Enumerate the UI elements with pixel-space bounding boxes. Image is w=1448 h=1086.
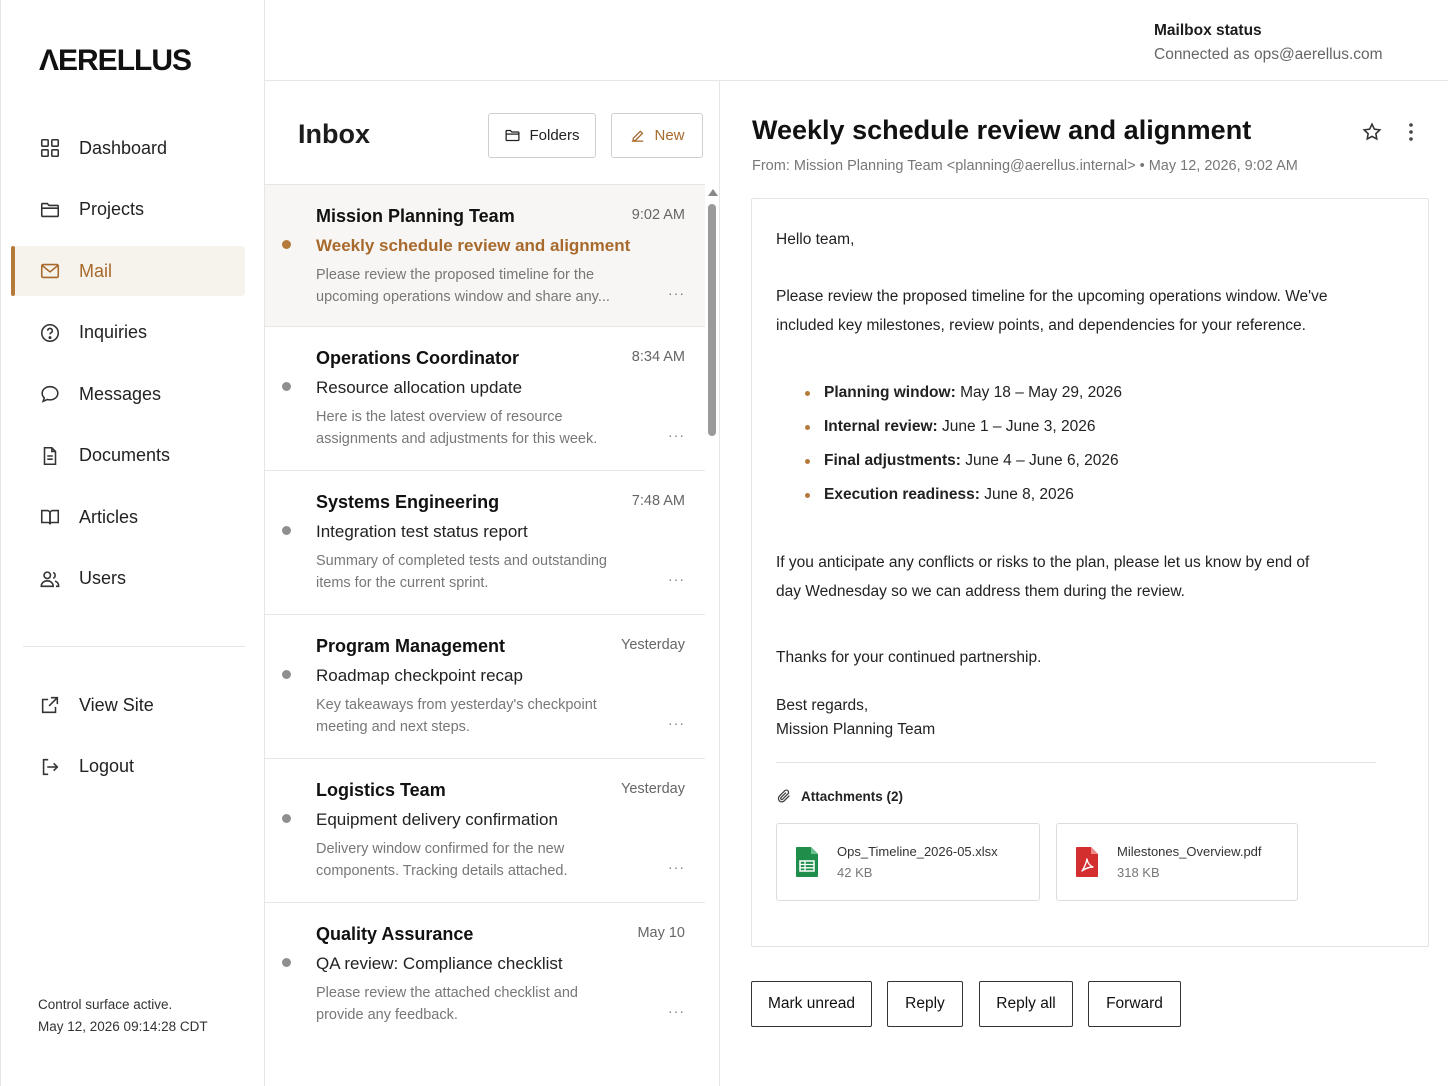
list-item[interactable]: [265, 185, 705, 327]
milestone-dates: June 4 – June 6, 2026: [965, 452, 1119, 469]
list-item: [802, 376, 1122, 410]
more-options-icon[interactable]: ···: [668, 715, 685, 731]
list-item[interactable]: [265, 903, 705, 1034]
sidebar-item-label: Dashboard: [79, 137, 168, 158]
logout-icon: [39, 756, 61, 778]
milestone-label: Planning window:: [824, 384, 956, 401]
message-preview: Here is the latest overview of resource assignments and adjustments for this week.: [316, 409, 598, 447]
attachments-divider: [776, 762, 1376, 763]
footer-timestamp: May 12, 2026 09:14:28 CDT: [38, 1019, 208, 1034]
help-circle-icon: [39, 322, 61, 344]
unread-dot: [282, 670, 291, 679]
reply-all-button[interactable]: Reply all: [979, 981, 1073, 1027]
attachment-card[interactable]: [776, 823, 1040, 901]
message-subject: Weekly schedule review and alignment: [316, 236, 631, 255]
message-preview: Delivery window confirmed for the new components. Tracking details attached.: [316, 841, 568, 879]
sidebar-item-articles[interactable]: [11, 492, 245, 542]
sidebar-item-label: Articles: [79, 506, 139, 527]
message-sender: Program Management: [316, 636, 506, 656]
body-signoff: Best regards,: [776, 697, 869, 714]
control-status: Control surface active.: [38, 997, 173, 1012]
message-preview: Summary of completed tests and outstanding items for the current sprint.: [316, 553, 607, 591]
message-preview: Please review the proposed timeline for the upcoming operations window and share any...: [316, 267, 610, 305]
milestone-dates: May 18 – May 29, 2026: [960, 384, 1123, 401]
mail-icon: [39, 260, 61, 282]
main-nav: [11, 123, 245, 615]
message-body: [751, 198, 1429, 947]
attachment-card[interactable]: [1056, 823, 1298, 901]
list-item: [802, 410, 1122, 444]
reply-button[interactable]: Reply: [887, 981, 963, 1027]
folders-button-label: Folders: [529, 127, 580, 144]
list-item[interactable]: [265, 615, 705, 759]
new-button-label: New: [654, 127, 685, 144]
pencil-icon: [629, 127, 646, 144]
more-options-icon[interactable]: ···: [668, 859, 685, 875]
paperclip-icon: [776, 788, 792, 804]
more-options-icon[interactable]: ···: [668, 285, 685, 301]
sidebar-item-label: Users: [79, 568, 127, 588]
message-time: 8:34 AM: [631, 349, 685, 365]
attachments-label: Attachments (2): [801, 788, 904, 804]
sidebar-item-mail[interactable]: [11, 246, 245, 296]
folder-icon: [39, 199, 61, 221]
sidebar: [0, 0, 265, 1086]
more-options-icon[interactable]: ···: [668, 1003, 685, 1019]
spreadsheet-icon: [795, 846, 819, 878]
sidebar-item-users[interactable]: [11, 554, 245, 604]
attachment-name: Milestones_Overview.pdf: [1117, 844, 1262, 859]
message-subject: Resource allocation update: [316, 378, 523, 397]
topbar: [265, 0, 1448, 81]
message-list-scrollbar[interactable]: [706, 184, 718, 1034]
list-item[interactable]: [265, 327, 705, 471]
attachment-size: 318 KB: [1117, 865, 1160, 880]
mark-unread-button[interactable]: Mark unread: [751, 981, 872, 1027]
more-options-icon[interactable]: ···: [668, 427, 685, 443]
body-greeting: Hello team,: [776, 231, 855, 248]
sidebar-item-label: Mail: [79, 260, 113, 281]
brand-logo[interactable]: ΛERELLUS: [39, 44, 192, 77]
body-thanks: Thanks for your continued partnership.: [776, 649, 1042, 666]
sidebar-item-documents[interactable]: [11, 431, 245, 481]
message-list: [265, 184, 705, 1034]
message-sender: Quality Assurance: [316, 924, 474, 944]
milestone-list: [802, 376, 1122, 512]
milestone-label: Internal review:: [824, 418, 938, 435]
message-time: Yesterday: [621, 781, 685, 797]
message-preview: Please review the attached checklist and provide any feedback.: [316, 985, 578, 1023]
sidebar-item-logout[interactable]: [11, 742, 245, 792]
message-time: Yesterday: [621, 637, 685, 653]
list-item: [802, 444, 1122, 478]
message-subject: QA review: Compliance checklist: [316, 954, 563, 973]
sidebar-item-messages[interactable]: [11, 369, 245, 419]
sidebar-item-projects[interactable]: [11, 185, 245, 235]
attachments-header: [776, 788, 903, 804]
external-link-icon: [39, 694, 61, 716]
scroll-up-arrow-icon[interactable]: [708, 189, 718, 196]
unread-dot: [282, 958, 291, 967]
sidebar-item-label: Inquiries: [79, 322, 148, 342]
unread-dot: [282, 814, 291, 823]
unread-dot: [282, 240, 291, 249]
sidebar-footer: [38, 994, 208, 1038]
sidebar-item-label: Logout: [79, 756, 135, 776]
forward-button[interactable]: Forward: [1088, 981, 1181, 1027]
new-message-button[interactable]: [611, 113, 703, 158]
sidebar-item-dashboard[interactable]: [11, 123, 245, 173]
message-time: May 10: [637, 925, 685, 941]
chat-bubble-icon: [39, 383, 61, 405]
message-sender: Logistics Team: [316, 780, 446, 800]
folder-icon: [504, 127, 521, 144]
users-icon: [39, 568, 61, 590]
body-signature: Mission Planning Team: [776, 721, 936, 738]
message-preview: Key takeaways from yesterday's checkpoint meeting and next steps.: [316, 697, 597, 735]
mailbox-status-detail: Connected as ops@aerellus.com: [1154, 46, 1383, 63]
milestone-label: Execution readiness:: [824, 486, 980, 503]
sidebar-item-label: Documents: [79, 445, 171, 465]
sidebar-divider: [23, 646, 245, 647]
message-from-line: From: Mission Planning Team <planning@aerellus.internal> • May 12, 2026, 9:02 AM: [752, 158, 1298, 174]
message-sender: Mission Planning Team: [316, 206, 515, 226]
milestone-dates: June 8, 2026: [984, 486, 1074, 503]
list-item: [802, 478, 1122, 512]
message-sender: Operations Coordinator: [316, 348, 520, 368]
unread-dot: [282, 382, 291, 391]
sidebar-item-view-site[interactable]: [11, 680, 245, 730]
message-title: Weekly schedule review and alignment: [752, 115, 1252, 145]
sidebar-item-inquiries[interactable]: [11, 308, 245, 358]
message-reader: [720, 81, 1448, 1086]
message-sender: Systems Engineering: [316, 492, 500, 512]
more-options-icon[interactable]: ···: [668, 571, 685, 587]
more-vertical-icon[interactable]: [1402, 121, 1420, 143]
message-time: 9:02 AM: [631, 207, 685, 223]
sidebar-item-label: Projects: [79, 199, 145, 219]
book-icon: [39, 506, 61, 528]
folders-button[interactable]: [488, 113, 596, 158]
sidebar-item-label: Messages: [79, 383, 162, 404]
message-subject: Integration test status report: [316, 522, 528, 541]
milestone-label: Final adjustments:: [824, 452, 961, 469]
mailbox-status-title: Mailbox status: [1154, 22, 1262, 39]
attachment-info: [837, 844, 998, 880]
list-item[interactable]: [265, 759, 705, 903]
inbox-panel: [265, 81, 720, 1086]
message-time: 7:48 AM: [631, 493, 685, 509]
list-item[interactable]: [265, 471, 705, 615]
sidebar-item-label: View Site: [79, 694, 154, 715]
secondary-nav: [11, 680, 245, 803]
mailbox-status: [1154, 22, 1383, 64]
milestone-dates: June 1 – June 3, 2026: [942, 418, 1096, 435]
message-subject: Equipment delivery confirmation: [316, 810, 558, 829]
attachment-info: [1117, 844, 1262, 880]
attachment-size: 42 KB: [837, 865, 873, 880]
unread-dot: [282, 526, 291, 535]
message-subject: Roadmap checkpoint recap: [316, 666, 523, 685]
pdf-icon: [1075, 846, 1099, 878]
grid-icon: [39, 137, 61, 159]
attachment-name: Ops_Timeline_2026-05.xlsx: [837, 844, 998, 859]
body-paragraph: If you anticipate any conflicts or risks to the plan, please let us know by end of day Wednesday so we can address them during the review.: [776, 554, 1310, 600]
document-icon: [39, 445, 61, 467]
body-paragraph: Please review the proposed timeline for the upcoming operations window. We've included key milestones, review points, and dependencies for your reference.: [776, 288, 1328, 334]
star-icon[interactable]: [1361, 121, 1383, 143]
inbox-title: Inbox: [298, 119, 370, 149]
scrollbar-thumb[interactable]: [708, 204, 716, 436]
